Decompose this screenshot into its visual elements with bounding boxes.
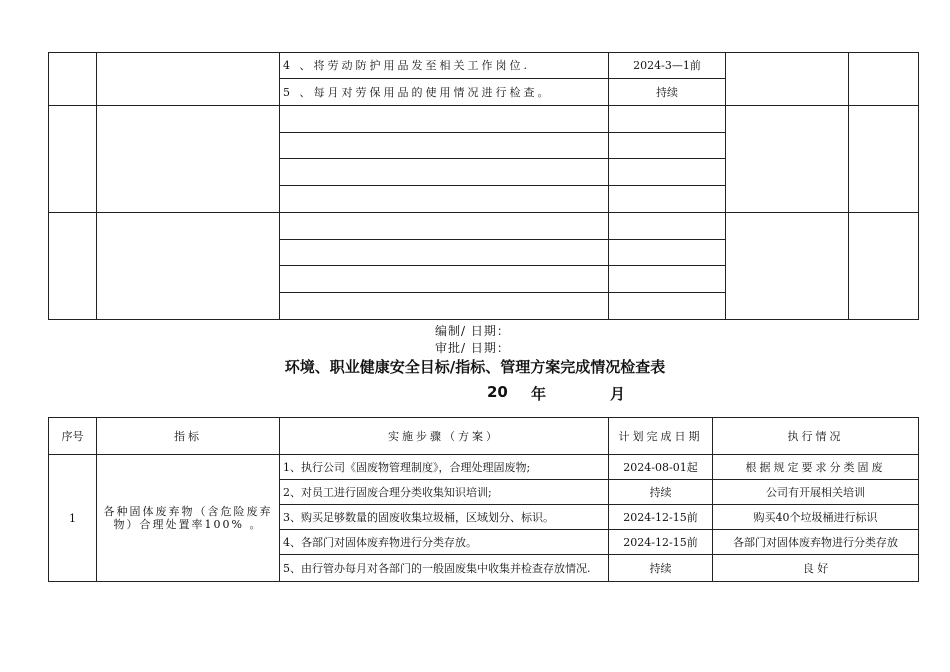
date-cell <box>609 293 726 320</box>
status-cell <box>726 213 849 320</box>
status-cell <box>726 106 849 213</box>
status-cell: 根据规定要求分类固废 <box>713 455 919 480</box>
table-row <box>49 213 919 240</box>
header-planned-date: 计划完成日期 <box>609 418 713 455</box>
step-cell <box>280 159 609 186</box>
table-row <box>49 53 919 79</box>
status-cell <box>726 53 849 106</box>
table-row <box>49 106 919 133</box>
year-month-line <box>0 383 950 405</box>
status-cell: 各部门对固体废弃物进行分类存放 <box>713 530 919 555</box>
date-cell: 2024-12-15前 <box>609 530 713 555</box>
indicator-cell: 各种固体废弃物（含危险废弃物）合理处置率100% 。 <box>97 455 280 582</box>
header-indicator: 指标 <box>97 418 280 455</box>
step-cell: 4、各部门对固体废弃物进行分类存放。 <box>280 530 609 555</box>
date-cell <box>609 159 726 186</box>
header-seq: 序号 <box>49 418 97 455</box>
seq-cell <box>49 106 97 213</box>
step-cell: 2、对员工进行固废合理分类收集知识培训; <box>280 480 609 505</box>
date-cell <box>609 186 726 213</box>
step-cell <box>280 213 609 240</box>
step-cell: 1、执行公司《固废物管理制度》，合理处理固废物; <box>280 455 609 480</box>
step-cell <box>280 293 609 320</box>
indicator-cell <box>97 106 280 213</box>
seq-cell <box>49 213 97 320</box>
step-cell: 3、购买足够数量的固废收集垃圾桶，区域划分、标识。 <box>280 505 609 530</box>
header-steps: 实施步骤（方案） <box>280 418 609 455</box>
step-cell <box>280 240 609 266</box>
date-cell: 持续 <box>609 79 726 106</box>
compile-signature-line: 编制/ 日期： <box>435 324 510 338</box>
date-cell <box>609 240 726 266</box>
step-cell: 5、由行管办每月对各部门的一般固废集中收集并检查存放情况. <box>280 555 609 582</box>
step-cell <box>280 106 609 133</box>
seq-cell <box>49 53 97 106</box>
date-cell: 2024-08-01起 <box>609 455 713 480</box>
continued-plan-table <box>48 52 919 320</box>
date-cell <box>609 213 726 240</box>
table-header-row <box>49 418 919 455</box>
year-label: 年 <box>531 385 547 403</box>
remark-cell <box>849 106 919 213</box>
approve-signature-line: 审批/ 日期： <box>435 341 510 355</box>
remark-cell <box>849 213 919 320</box>
status-cell: 公司有开展相关培训 <box>713 480 919 505</box>
step-cell <box>280 186 609 213</box>
step-cell <box>280 266 609 293</box>
status-cell: 良 好 <box>713 555 919 582</box>
indicator-cell <box>97 213 280 320</box>
date-cell: 2024-3—1前 <box>609 53 726 79</box>
status-cell: 购买40个垃圾桶进行标识 <box>713 505 919 530</box>
date-cell <box>609 133 726 159</box>
date-cell: 持续 <box>609 555 713 582</box>
indicator-cell <box>97 53 280 106</box>
date-cell <box>609 266 726 293</box>
step-cell <box>280 133 609 159</box>
step-cell: 5 、每月对劳保用品的使用情况进行检查。 <box>280 79 609 106</box>
page-title: 环境、职业健康安全目标/指标、管理方案完成情况检查表 <box>284 358 666 376</box>
step-cell: 4 、将劳动防护用品发至相关工作岗位. <box>280 53 609 79</box>
seq-cell: 1 <box>49 455 97 582</box>
month-label: 月 <box>610 385 626 403</box>
remark-cell <box>849 53 919 106</box>
target-check-table <box>48 417 919 582</box>
header-status: 执行情况 <box>713 418 919 455</box>
table-row <box>49 455 919 480</box>
date-cell <box>609 106 726 133</box>
year-prefix: 20 <box>487 383 508 401</box>
date-cell: 持续 <box>609 480 713 505</box>
date-cell: 2024-12-15前 <box>609 505 713 530</box>
